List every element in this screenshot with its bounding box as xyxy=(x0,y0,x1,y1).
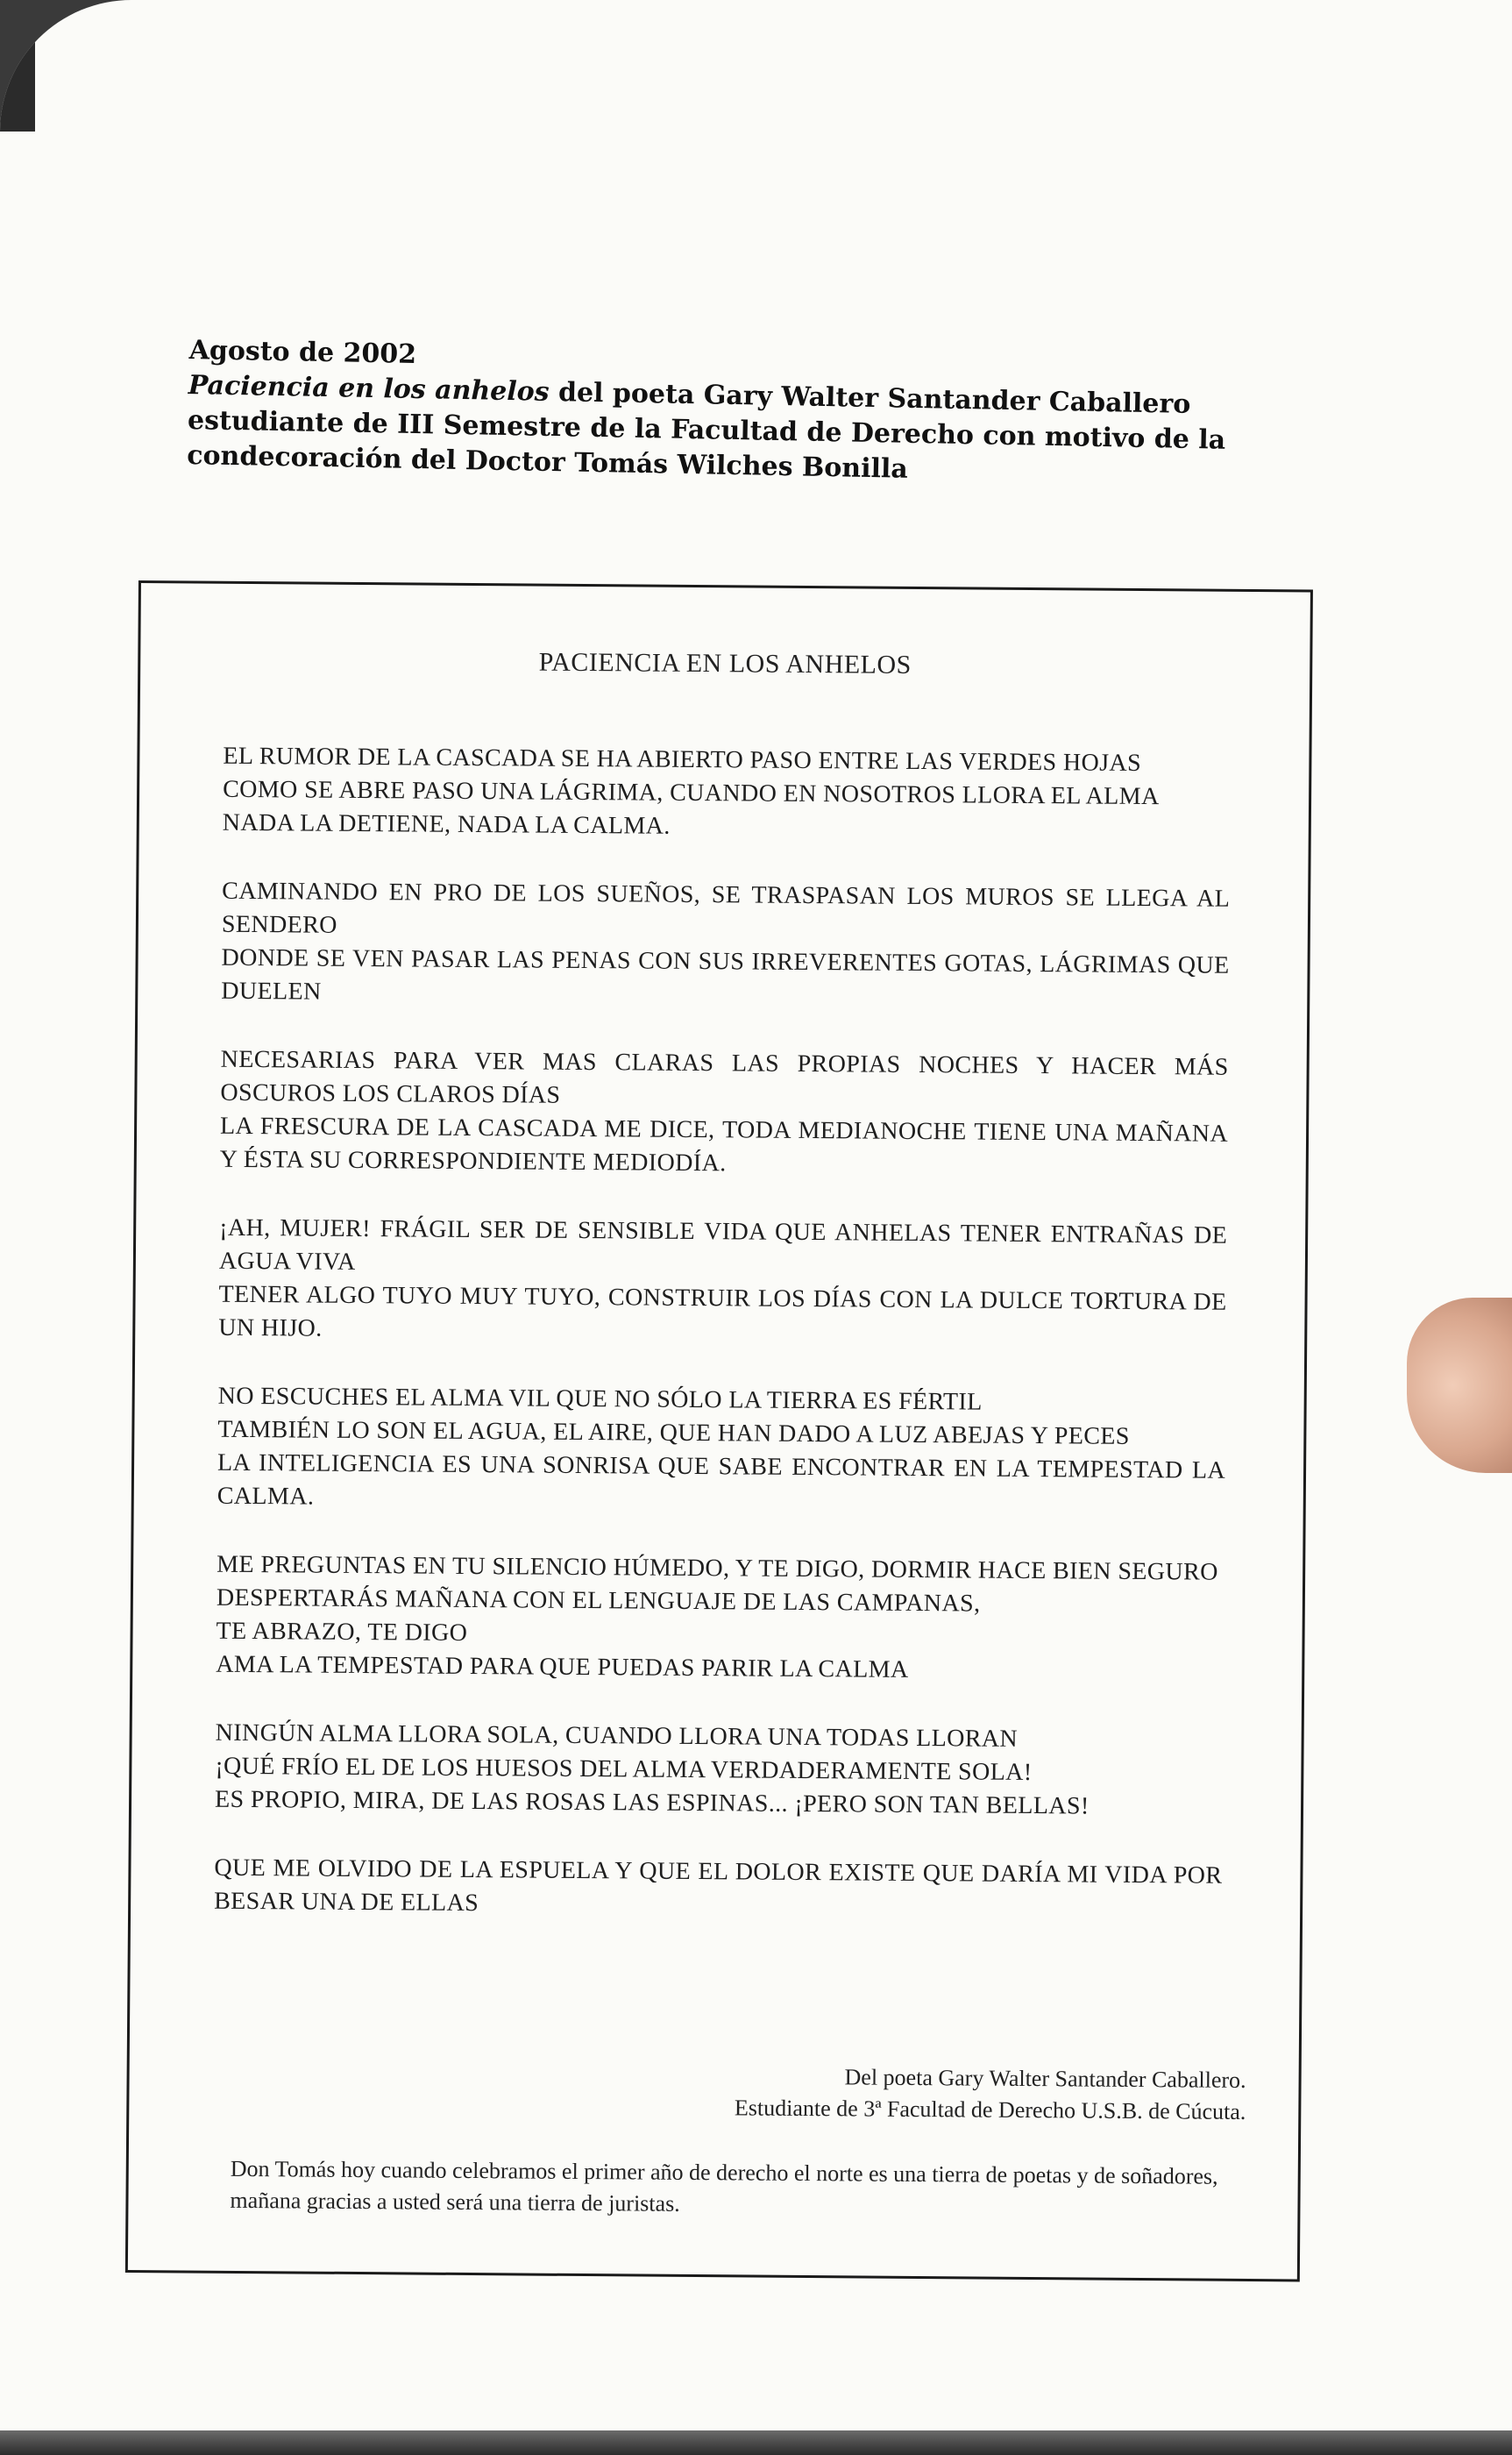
poem-title: PACIENCIA EN LOS ANHELOS xyxy=(538,647,912,680)
poem-line: ME PREGUNTAS EN TU SILENCIO HÚMEDO, Y TE DIGO, DORMIR HACE BIEN SEGURO xyxy=(217,1550,1218,1586)
poem-line: ES PROPIO, MIRA, DE LAS ROSAS LAS ESPINAS... ¡PERO SON TAN BELLAS! xyxy=(214,1785,1090,1820)
page-bottom-edge xyxy=(0,2430,1512,2455)
poem-line: TE ABRAZO, TE DIGO xyxy=(216,1617,468,1647)
poem-stanza xyxy=(216,1548,1225,1690)
signature-author: Del poeta Gary Walter Santander Caballero. xyxy=(844,2064,1246,2093)
thumb-in-photo xyxy=(1407,1298,1512,1473)
poem-line: NECESARIAS PARA VER MAS CLARAS LAS PROPIAS NOCHES Y HACER MÁS OSCUROS LOS CLAROS DÍAS xyxy=(220,1045,1229,1109)
poem-line: TENER ALGO TUYO MUY TUYO, CONSTRUIR LOS DÍAS CON LA DULCE TORTURA DE UN HIJO. xyxy=(218,1280,1227,1342)
poem-line: NADA LA DETIENE, NADA LA CALMA. xyxy=(222,808,671,840)
header-date: Agosto de 2002 xyxy=(188,334,417,370)
poem-stanza xyxy=(221,875,1230,1016)
poem-line: TAMBIÉN LO SON EL AGUA, EL AIRE, QUE HAN DADO A LUZ ABEJAS Y PECES xyxy=(217,1415,1130,1450)
header-description: del poeta Gary Walter Santander Caballero estudiante de III Semestre de la Facultad de Derecho con motivo de la condecoración del Doctor Tomás Wilches Bonilla xyxy=(186,377,1226,485)
poem-line: ¡QUÉ FRÍO EL DE LOS HUESOS DEL ALMA VERDADERAMENTE SOLA! xyxy=(215,1752,1033,1787)
poem-stanza xyxy=(214,1852,1223,1926)
poem-line: QUE ME OLVIDO DE LA ESPUELA Y QUE EL DOLOR EXISTE QUE DARÍA MI VIDA POR BESAR UNA DE ELLAS xyxy=(214,1854,1223,1918)
document-header xyxy=(187,333,1285,495)
poem-line: NINGÚN ALMA LLORA SOLA, CUANDO LLORA UNA TODAS LLORAN xyxy=(215,1718,1019,1753)
poem-line: NO ESCUCHES EL ALMA VIL QUE NO SÓLO LA TIERRA ES FÉRTIL xyxy=(217,1382,983,1416)
poem-line: ¡AH, MUJER! FRÁGIL SER DE SENSIBLE VIDA QUE ANHELAS TENER ENTRAÑAS DE AGUA VIVA xyxy=(218,1213,1228,1276)
poem-line: LA INTELIGENCIA ES UNA SONRISA QUE SABE ENCONTRAR EN LA TEMPESTAD LA CALMA. xyxy=(217,1448,1226,1511)
poem-line: DESPERTARÁS MAÑANA CON EL LENGUAJE DE LAS CAMPANAS, xyxy=(216,1583,981,1618)
poem-line: CAMINANDO EN PRO DE LOS SUEÑOS, SE TRASPASAN LOS MUROS SE LLEGA AL SENDERO xyxy=(221,877,1231,939)
poem-stanza xyxy=(220,1043,1229,1185)
poem-line: COMO SE ABRE PASO UNA LÁGRIMA, CUANDO EN NOSOTROS LLORA EL ALMA xyxy=(223,775,1160,811)
dedication-note: Don Tomás hoy cuando celebramos el primer año de derecho el norte es una tierra de poetas y de soñadores, mañana gracias a usted será una tierra de juristas. xyxy=(230,2155,1218,2217)
poem-stanza xyxy=(217,1380,1226,1521)
poem-line: EL RUMOR DE LA CASCADA SE HA ABIERTO PASO ENTRE LAS VERDES HOJAS xyxy=(223,742,1142,777)
poem-stanza xyxy=(223,740,1232,848)
poem-line: DONDE SE VEN PASAR LAS PENAS CON SUS IRREVERENTES GOTAS, LÁGRIMAS QUE DUELEN xyxy=(221,943,1230,1006)
poem-stanza xyxy=(215,1717,1224,1825)
poem-stanza xyxy=(218,1212,1227,1353)
poem-signature xyxy=(735,2060,1246,2128)
poem-line: AMA LA TEMPESTAD PARA QUE PUEDAS PARIR LA CALMA xyxy=(216,1650,909,1683)
signature-affiliation: Estudiante de 3ª Facultad de Derecho U.S.B. de Cúcuta. xyxy=(734,2095,1246,2124)
header-poem-title: Paciencia en los anhelos xyxy=(188,369,550,408)
page-shadow xyxy=(0,0,35,132)
poem-body xyxy=(214,740,1232,1961)
poem-frame xyxy=(125,580,1313,2281)
poem-line: LA FRESCURA DE LA CASCADA ME DICE, TODA MEDIANOCHE TIENE UNA MAÑANA Y ÉSTA SU CORRESPONDIENTE MEDIODÍA. xyxy=(219,1112,1229,1178)
